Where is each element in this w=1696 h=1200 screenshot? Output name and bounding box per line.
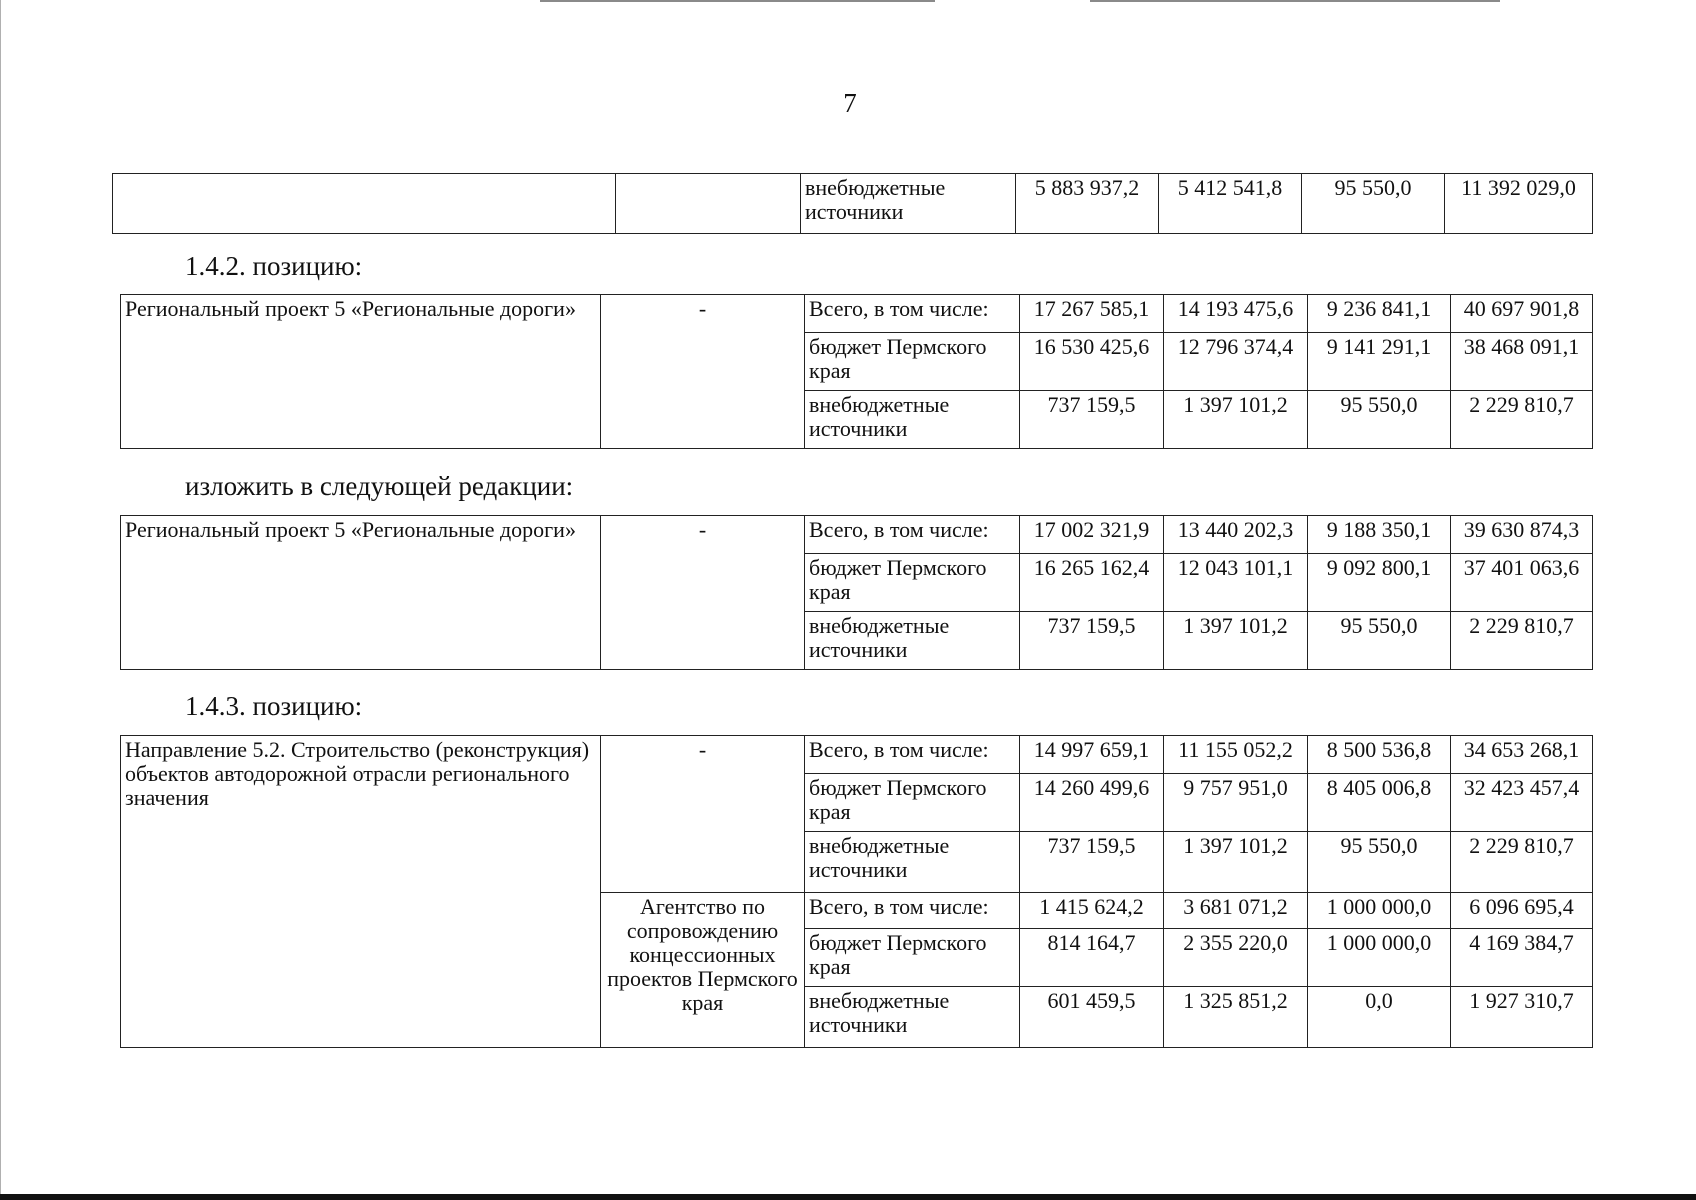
value-cell: 14 997 659,1 [1020, 736, 1164, 774]
table-row [121, 736, 1593, 774]
value-cell: 17 267 585,1 [1020, 295, 1164, 333]
source-cell: бюджет Пермского края [805, 929, 1020, 987]
executor-cell [616, 174, 801, 234]
value-cell: 95 550,0 [1302, 174, 1445, 234]
value-cell: 6 096 695,4 [1451, 893, 1593, 929]
new-project-table [120, 515, 1593, 670]
value-cell: 9 141 291,1 [1308, 333, 1451, 391]
value-cell: 16 530 425,6 [1020, 333, 1164, 391]
value-cell: 8 405 006,8 [1308, 774, 1451, 832]
value-cell: 12 796 374,4 [1164, 333, 1308, 391]
executor-cell: - [601, 295, 805, 449]
page-number: 7 [843, 88, 857, 118]
value-cell: 1 397 101,2 [1164, 391, 1308, 449]
source-cell: внебюджетные источники [805, 391, 1020, 449]
value-cell: 1 397 101,2 [1164, 612, 1308, 670]
value-cell: 4 169 384,7 [1451, 929, 1593, 987]
value-cell: 40 697 901,8 [1451, 295, 1593, 333]
value-cell: 2 229 810,7 [1451, 391, 1593, 449]
table-row [121, 516, 1593, 554]
value-cell: 0,0 [1308, 987, 1451, 1048]
value-cell: 1 325 851,2 [1164, 987, 1308, 1048]
section-heading: 1.4.2. позицию: [185, 251, 363, 281]
value-cell: 9 188 350,1 [1308, 516, 1451, 554]
value-cell: 39 630 874,3 [1451, 516, 1593, 554]
value-cell: 1 415 624,2 [1020, 893, 1164, 929]
value-cell: 38 468 091,1 [1451, 333, 1593, 391]
direction-table [120, 735, 1593, 1048]
value-cell: 1 000 000,0 [1308, 929, 1451, 987]
table-row [121, 295, 1593, 333]
executor-cell: Агентство по сопровождению концессионных проектов Пермского края [601, 893, 805, 1048]
table-row [113, 174, 1593, 234]
value-cell: 737 159,5 [1020, 832, 1164, 893]
source-cell: бюджет Пермского края [805, 774, 1020, 832]
value-cell: 14 260 499,6 [1020, 774, 1164, 832]
value-cell: 737 159,5 [1020, 612, 1164, 670]
value-cell: 13 440 202,3 [1164, 516, 1308, 554]
value-cell: 34 653 268,1 [1451, 736, 1593, 774]
value-cell: 5 883 937,2 [1016, 174, 1159, 234]
source-cell: внебюджетные источники [805, 612, 1020, 670]
value-cell: 3 681 071,2 [1164, 893, 1308, 929]
value-cell: 9 236 841,1 [1308, 295, 1451, 333]
value-cell: 37 401 063,6 [1451, 554, 1593, 612]
value-cell: 1 397 101,2 [1164, 832, 1308, 893]
value-cell: 12 043 101,1 [1164, 554, 1308, 612]
value-cell: 737 159,5 [1020, 391, 1164, 449]
value-cell: 14 193 475,6 [1164, 295, 1308, 333]
value-cell: 9 757 951,0 [1164, 774, 1308, 832]
value-cell: 32 423 457,4 [1451, 774, 1593, 832]
value-cell: 11 392 029,0 [1445, 174, 1593, 234]
scan-artifact-line [1090, 0, 1500, 2]
value-cell: 9 092 800,1 [1308, 554, 1451, 612]
value-cell: 814 164,7 [1020, 929, 1164, 987]
scan-artifact-line [540, 0, 935, 2]
continuation-table [112, 173, 1593, 234]
value-cell: 1 927 310,7 [1451, 987, 1593, 1048]
value-cell: 11 155 052,2 [1164, 736, 1308, 774]
source-cell: Всего, в том числе: [805, 295, 1020, 333]
value-cell: 601 459,5 [1020, 987, 1164, 1048]
source-cell: внебюджетные источники [801, 174, 1016, 234]
value-cell: 5 412 541,8 [1159, 174, 1302, 234]
scan-artifact-bar [0, 1194, 1696, 1200]
source-cell: Всего, в том числе: [805, 516, 1020, 554]
direction-name-cell: Направление 5.2. Строительство (реконструкция) объектов автодорожной отрасли регионального значения [121, 736, 601, 1048]
value-cell: 8 500 536,8 [1308, 736, 1451, 774]
value-cell: 2 355 220,0 [1164, 929, 1308, 987]
value-cell: 17 002 321,9 [1020, 516, 1164, 554]
source-cell: Всего, в том числе: [805, 736, 1020, 774]
value-cell: 1 000 000,0 [1308, 893, 1451, 929]
value-cell: 95 550,0 [1308, 832, 1451, 893]
section-heading: 1.4.3. позицию: [185, 691, 363, 721]
scan-artifact-edge [0, 0, 1, 1200]
old-project-table [120, 294, 1593, 449]
source-cell: внебюджетные источники [805, 987, 1020, 1048]
value-cell: 95 550,0 [1308, 391, 1451, 449]
project-name-cell: Региональный проект 5 «Региональные дороги» [121, 295, 601, 449]
value-cell: 95 550,0 [1308, 612, 1451, 670]
source-cell: бюджет Пермского края [805, 554, 1020, 612]
value-cell: 2 229 810,7 [1451, 612, 1593, 670]
executor-cell: - [601, 736, 805, 893]
section-heading: изложить в следующей редакции: [185, 471, 574, 501]
source-cell: Всего, в том числе: [805, 893, 1020, 929]
project-name-cell: Региональный проект 5 «Региональные дороги» [121, 516, 601, 670]
source-cell: внебюджетные источники [805, 832, 1020, 893]
value-cell: 2 229 810,7 [1451, 832, 1593, 893]
name-cell [113, 174, 616, 234]
source-cell: бюджет Пермского края [805, 333, 1020, 391]
executor-cell: - [601, 516, 805, 670]
value-cell: 16 265 162,4 [1020, 554, 1164, 612]
